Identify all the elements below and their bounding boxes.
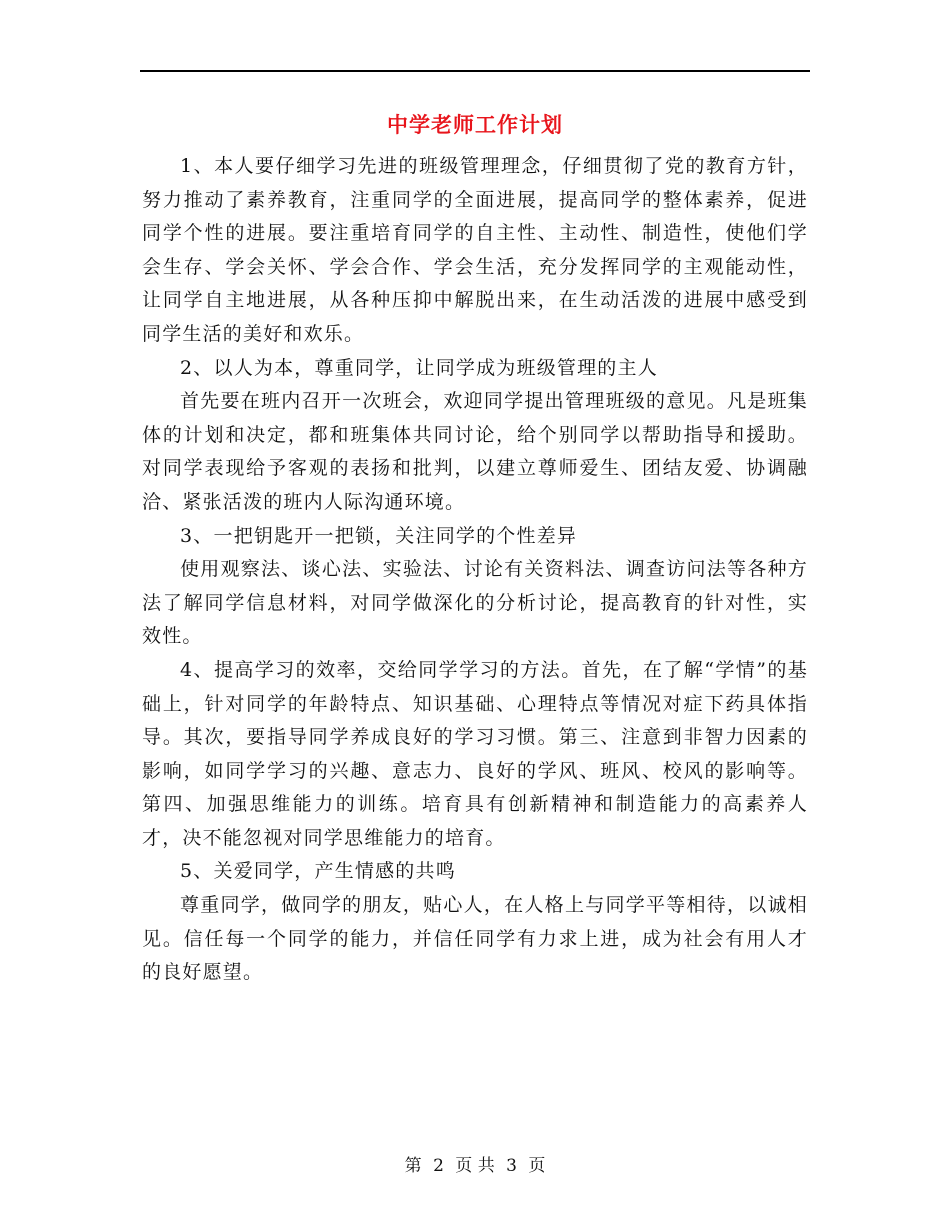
footer-suffix: 页 (528, 1156, 546, 1176)
section-heading-3: 3、一把钥匙开一把锁，关注同学的个性差异 (180, 524, 578, 547)
document-body (142, 150, 808, 990)
section-heading-2: 2、以人为本，尊重同学，让同学成为班级管理的主人 (180, 356, 658, 379)
total-pages-number: 3 (506, 1156, 517, 1176)
section-heading-5: 5、关爱同学，产生情感的共鸣 (180, 860, 456, 883)
paragraph-1: 1、本人要仔细学习先进的班级管理理念，仔细贯彻了党的教育方针，努力推动了素养教育，注重同学的全面进展，提高同学的整体素养，促进同学个性的进展。要注重培育同学的自主性、主动性、制造性，使他们学会生存、学会关怀、学会合作、学会生活，充分发挥同学的主观能动性，让同学自主地进展，从各种压抑中解脱出来，在生动活泼的进展中感受到同学生活的美好和欢乐。 (142, 155, 808, 345)
page-title: 中学老师工作计划 (387, 112, 563, 137)
paragraph-2: 首先要在班内召开一次班会，欢迎同学提出管理班级的意见。凡是班集体的计划和决定，都和班集体共同讨论，给个别同学以帮助指导和援助。对同学表现给予客观的表扬和批判，以建立尊师爱生、团结友爱、协调融洽、紧张活泼的班内人际沟通环境。 (142, 390, 808, 513)
header-rule (140, 70, 810, 72)
paragraph-4: 4、提高学习的效率，交给同学学习的方法。首先，在了解“学情”的基础上，针对同学的年龄特点、知识基础、心理特点等情况对症下药具体指导。其次，要指导同学养成良好的学习习惯。第三、注意到非智力因素的影响，如同学学习的兴趣、意志力、良好的学风、班风、校风的影响等。第四、加强思维能力的训练。培育具有创新精神和制造能力的高素养人才，决不能忽视对同学思维能力的培育。 (142, 658, 808, 849)
footer-middle: 页 共 (455, 1156, 495, 1176)
paragraph-3: 使用观察法、谈心法、实验法、讨论有关资料法、调查访问法等各种方法了解同学信息材料，对同学做深化的分析讨论，提高教育的针对性，实效性。 (142, 558, 808, 648)
footer-prefix: 第 (404, 1156, 422, 1176)
current-page-number: 2 (433, 1156, 444, 1176)
page-footer (0, 1154, 950, 1178)
paragraph-5: 尊重同学，做同学的朋友，贴心人，在人格上与同学平等相待，以诚相见。信任每一个同学的能力，并信任同学有力求上进，成为社会有用人才的良好愿望。 (142, 894, 808, 984)
